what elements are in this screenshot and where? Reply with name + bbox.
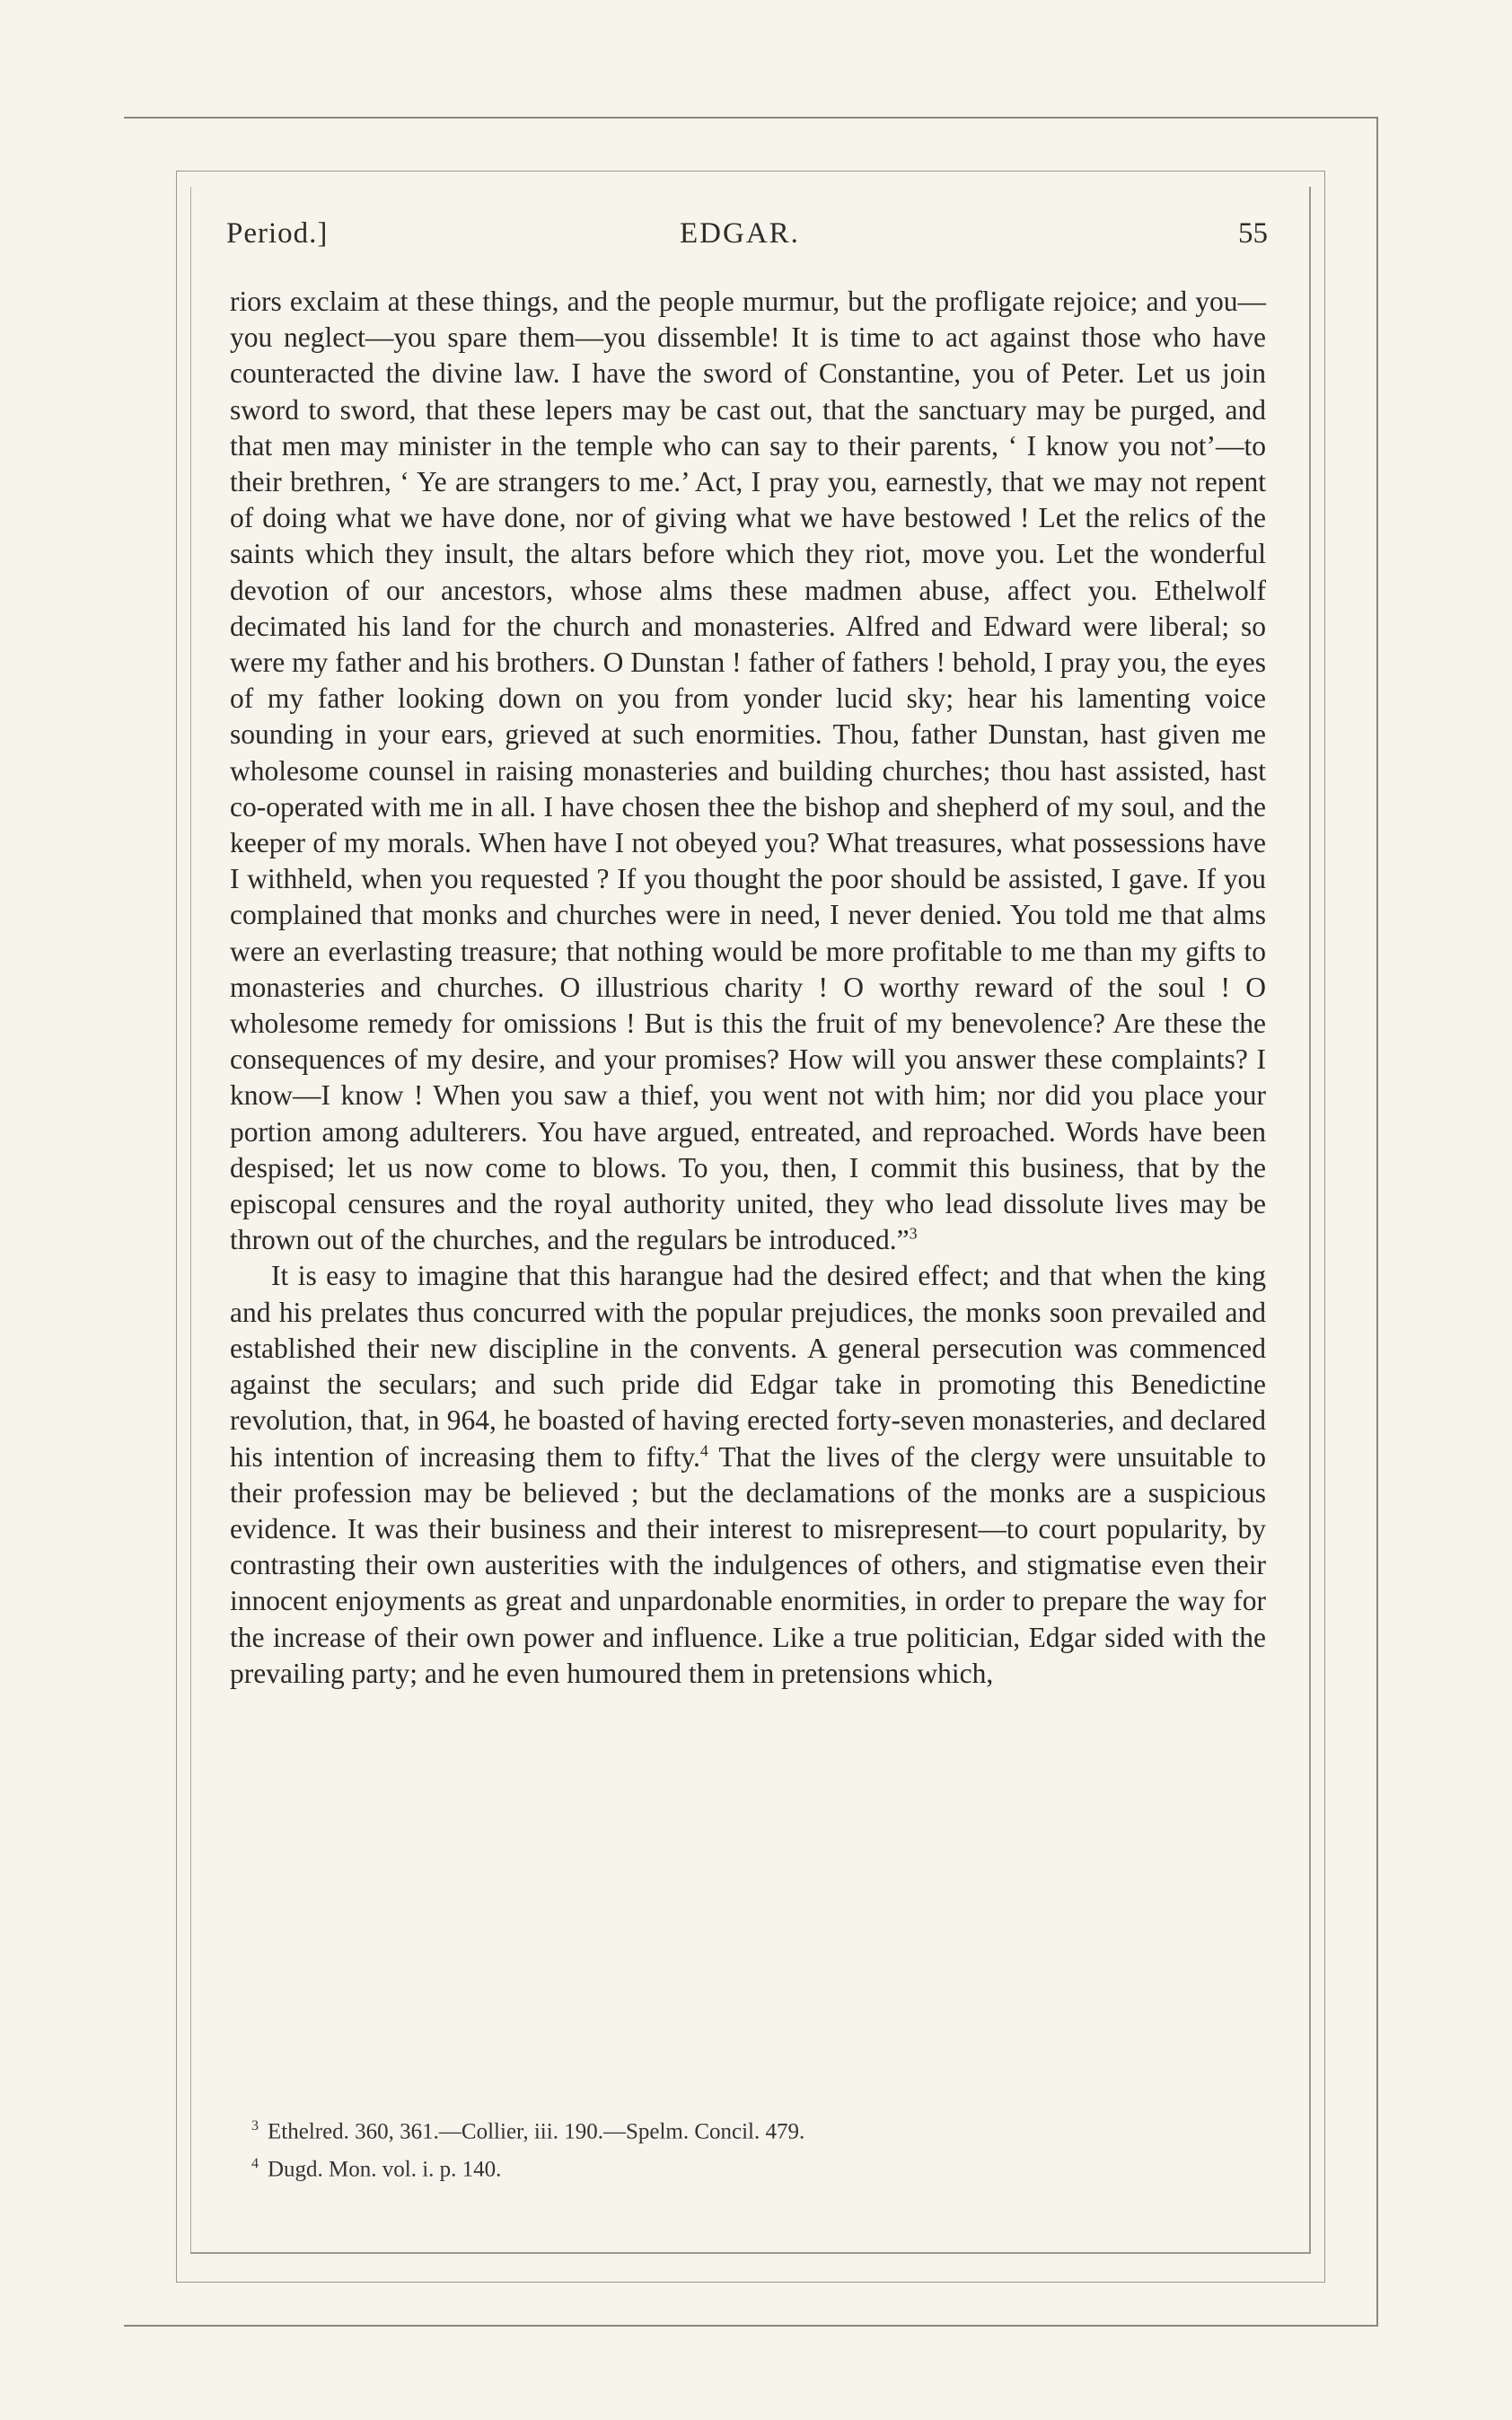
header-title: EDGAR. [680, 217, 800, 250]
footnote-text: Ethelred. 360, 361.—Collier, iii. 190.—Spelm. Concil. 479. [268, 2119, 805, 2144]
paragraph-2-text-b: That the lives of the clergy were unsuitable to their profession may be believed ; but the declamations of the monks are a suspicious evidence. It was their business and their interest to misrepresent—to court popularity, by contrasting their own austerities with the indulgences of others, and stigmatise even their innocent enjoyments as great and unpardonable enormities, in order to prepare the way for the increase of their own power and influence. Like a true politician, Edgar sided with the prevailing party; and he even humoured them in pretensions which, [230, 1440, 1266, 1689]
footnote-mark: 4 [251, 2156, 259, 2172]
running-header [226, 217, 1268, 253]
footnote-text: Dugd. Mon. vol. i. p. 140. [268, 2157, 502, 2182]
footnote-mark: 3 [251, 2118, 259, 2134]
paragraph-1-text: riors exclaim at these things, and the people murmur, but the profligate rejoice; and you—you neglect—you spare them—you dissemble! It is time to act against those who have counteracted the divine law. I have the sword of Constantine, you of Peter. Let us join sword to sword, that these lepers may be cast out, that the sanctuary may be purged, and that men may minister in the temple who can say to their parents, ‘ I know you not’—to their brethren, ‘ Ye are strangers to me.’ Act, I pray you, earnestly, that we may not repent of doing what we have done, nor of giving what we have bestowed ! Let the relics of the saints which they insult, the altars before which they riot, move you. Let the wonderful devotion of our ancestors, whose alms these madmen abuse, affect you. Ethelwolf decimated his land for the church and monasteries. Alfred and Edward were liberal; so were my father and his brothers. O Dunstan ! father of fathers ! behold, I pray you, the eyes of my father looking down on you from yonder lucid sky; hear his lamenting voice sounding in your ears, grieved at such enormities. Thou, father Dunstan, hast given me wholesome counsel in raising monasteries and building churches; thou hast assisted, hast co-operated with me in all. I have chosen thee the bishop and shepherd of my soul, and the keeper of my morals. When have I not obeyed you? What treasures, what possessions have I withheld, when you requested ? If you thought the poor should be assisted, I gave. If you complained that monks and churches were in need, I never denied. You told me that alms were an everlasting treasure; that nothing would be more profitable to me than my gifts to monasteries and churches. O illustrious charity ! O worthy reward of the soul ! O wholesome remedy for omissions ! But is this the fruit of my benevolence? Are these the consequences of my desire, and your promises? How will you answer these complaints? I know—I know ! When you saw a thief, you went not with him; nor did you place your portion among adulterers. You have argued, entreated, and reproached. Words have been despised; let us now come to blows. To you, then, I commit this business, that by the episcopal censures and the royal authority united, they who lead dissolute lives may be thrown out of the churches, and the regulars be introduced.” [230, 286, 1266, 1256]
page-number: 55 [1238, 217, 1268, 250]
paragraph-1 [230, 284, 1266, 1258]
paragraph-2 [230, 1258, 1266, 1691]
footnotes [251, 2110, 1239, 2187]
footnote-ref-4: 4 [699, 1441, 708, 1459]
footnote-3 [251, 2110, 1239, 2148]
footnote-4 [251, 2148, 1239, 2186]
page-body [230, 284, 1266, 1692]
paragraph-2-text-a: It is easy to imagine that this harangue had the desired effect; and that when the king and his prelates thus concurred with the popular prejudices, the monks soon prevailed and established their new discipline in the convents. A general persecution was commenced against the seculars; and such pride did Edgar take in promoting this Benedictine revolution, that, in 964, he boasted of having erected forty-seven monasteries, and declared his intention of increasing them to fifty. [230, 1260, 1266, 1473]
footnote-ref-3: 3 [909, 1224, 918, 1243]
header-period: Period.] [226, 217, 329, 250]
